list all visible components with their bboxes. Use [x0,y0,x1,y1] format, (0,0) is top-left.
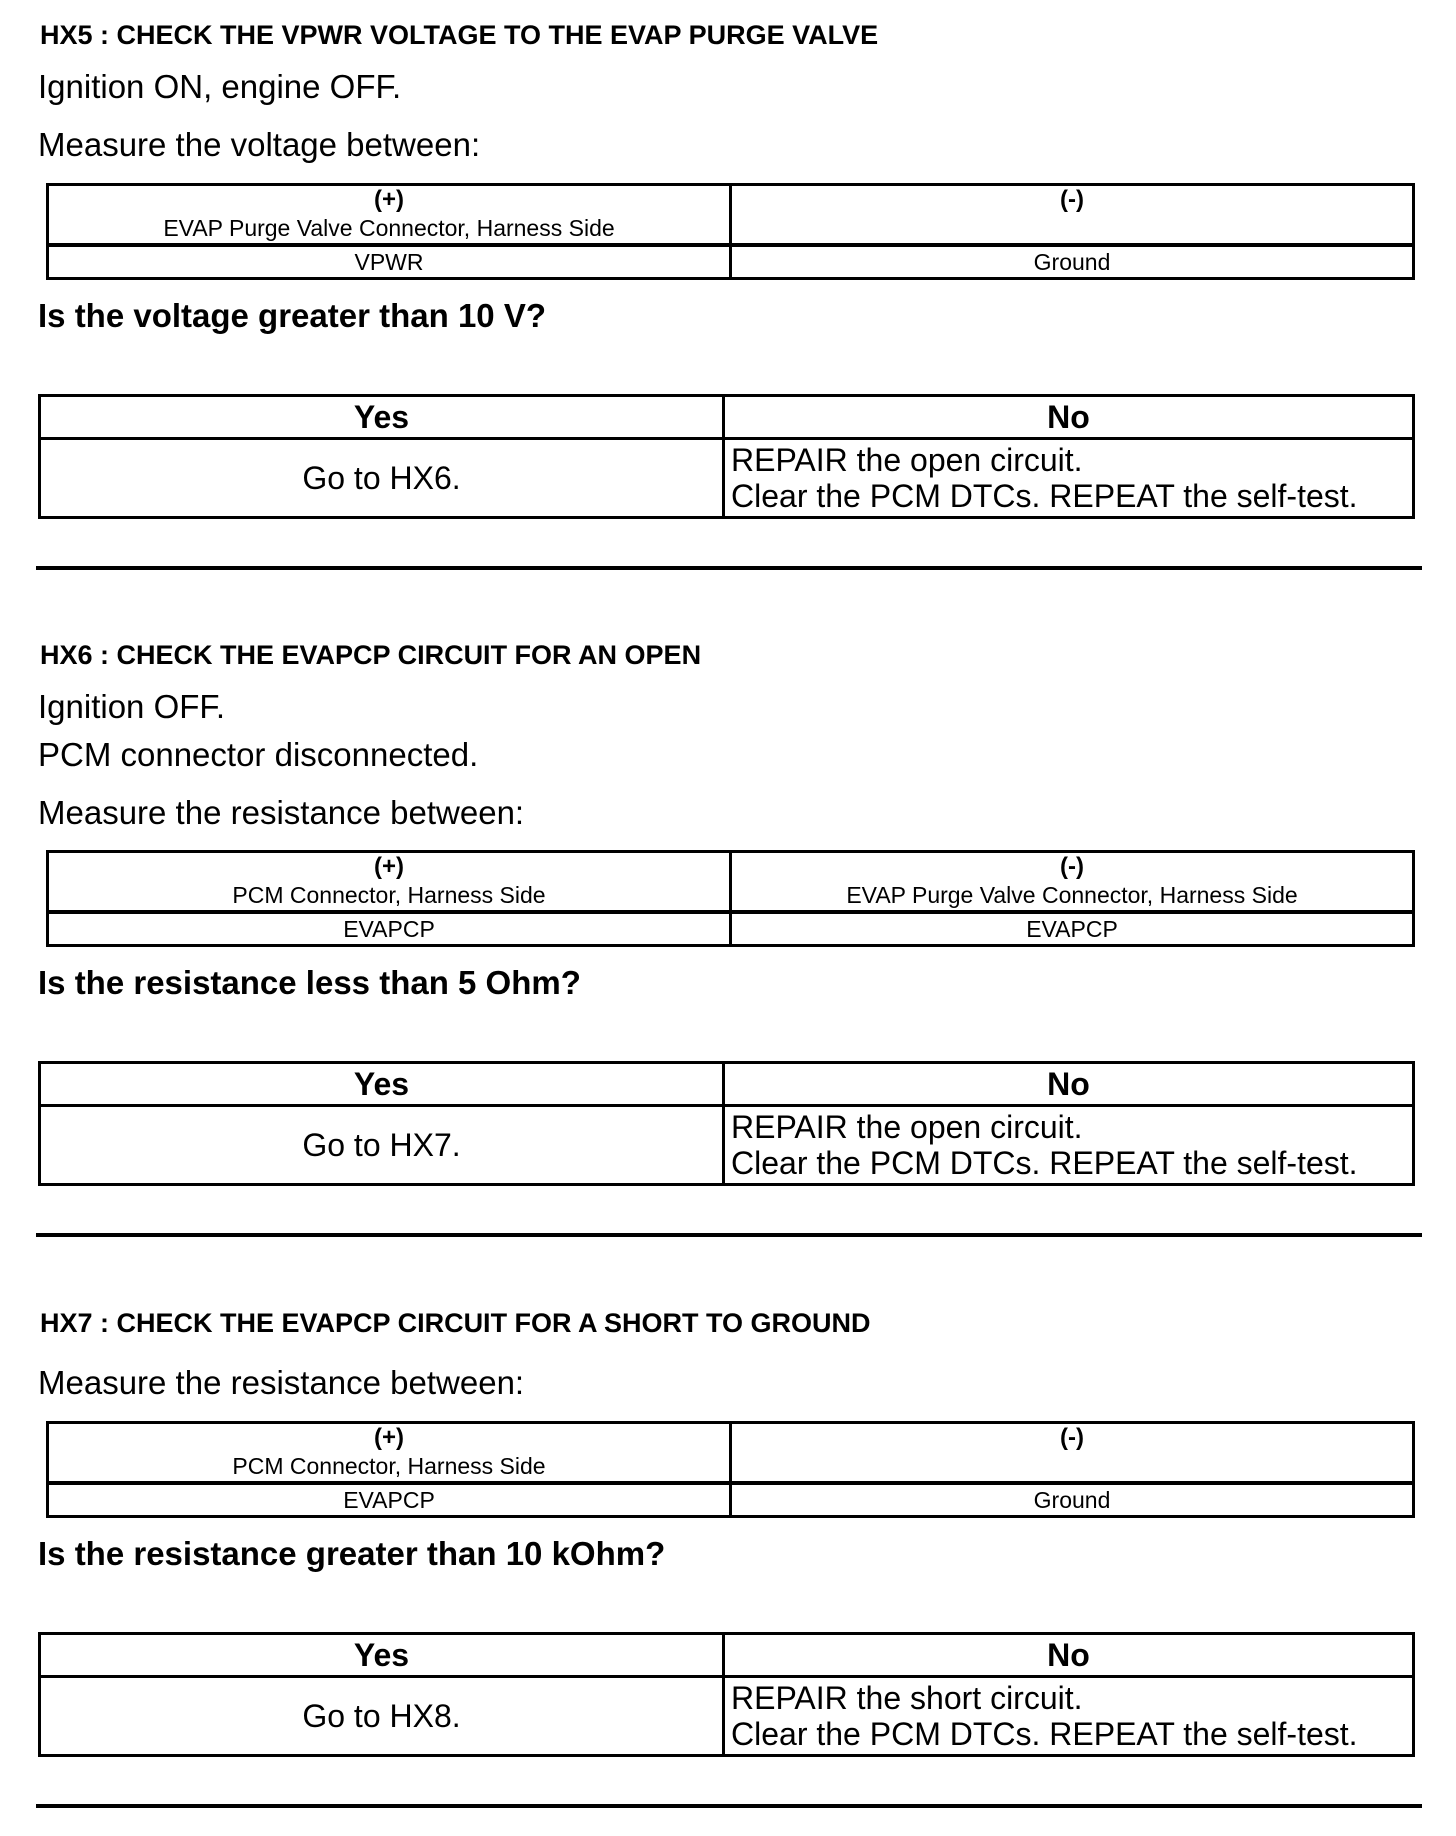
hx7-yes-header: Yes [40,1634,724,1677]
section-divider [36,566,1422,570]
hx6-no-line1: REPAIR the open circuit. [731,1109,1083,1145]
hx6-plus-header [48,852,731,913]
hx7-no-line1: REPAIR the short circuit. [731,1680,1083,1716]
hx6-plus-pin: EVAPCP [48,912,731,946]
hx6-no-action [724,1106,1414,1185]
hx6-minus-sign: (-) [1060,853,1084,880]
hx6-yes-action: Go to HX7. [40,1106,724,1185]
hx5-no-header: No [724,396,1414,439]
hx7-plus-header [48,1423,731,1484]
hx7-plus-desc: PCM Connector, Harness Side [232,1453,546,1479]
step-hx6-result-table [38,1061,1415,1186]
hx6-no-line2: Clear the PCM DTCs. REPEAT the self-test. [731,1145,1358,1181]
hx5-yes-header: Yes [40,396,724,439]
hx5-no-action [724,439,1414,518]
hx7-minus-sign: (-) [1060,1424,1084,1451]
step-hx6-question: Is the resistance less than 5 Ohm? [38,964,581,1001]
step-hx7-question: Is the resistance greater than 10 kOhm? [38,1535,666,1572]
hx5-yes-action: Go to HX6. [40,439,724,518]
hx7-yes-action: Go to HX8. [40,1677,724,1756]
hx7-minus-pin: Ground [731,1483,1414,1517]
step-hx6-heading: HX6 : CHECK THE EVAPCP CIRCUIT FOR AN OPEN [40,640,702,670]
hx6-minus-pin: EVAPCP [731,912,1414,946]
hx5-plus-pin: VPWR [48,245,731,279]
section-divider [36,1804,1422,1808]
step-hx7-measurement-table [46,1421,1415,1518]
step-hx5-measurement-table [46,183,1415,280]
hx6-minus-desc: EVAP Purge Valve Connector, Harness Side [846,882,1298,908]
step-hx7-result-table [38,1632,1415,1757]
hx5-plus-desc: EVAP Purge Valve Connector, Harness Side [163,215,615,241]
hx6-yes-header: Yes [40,1063,724,1106]
hx6-no-header: No [724,1063,1414,1106]
hx6-minus-header [731,852,1414,913]
step-hx7-heading: HX7 : CHECK THE EVAPCP CIRCUIT FOR A SHORT TO GROUND [40,1308,871,1338]
hx5-no-line1: REPAIR the open circuit. [731,442,1083,478]
hx7-no-line2: Clear the PCM DTCs. REPEAT the self-test. [731,1716,1358,1752]
step-hx6-measurement-table [46,850,1415,947]
step-hx5-heading: HX5 : CHECK THE VPWR VOLTAGE TO THE EVAP PURGE VALVE [40,20,879,50]
hx6-plus-sign: (+) [374,853,404,880]
hx5-minus-sign: (-) [1060,186,1084,213]
hx7-minus-header [731,1423,1414,1484]
step-hx5-measure-text: Measure the voltage between: [38,126,481,163]
step-hx6-condition-2: PCM connector disconnected. [38,736,479,773]
step-hx6-measure-text: Measure the resistance between: [38,794,525,831]
hx5-minus-header [731,185,1414,246]
step-hx5-question: Is the voltage greater than 10 V? [38,297,546,334]
hx7-no-action [724,1677,1414,1756]
hx5-no-line2: Clear the PCM DTCs. REPEAT the self-test. [731,478,1358,514]
section-divider [36,1233,1422,1237]
hx7-plus-pin: EVAPCP [48,1483,731,1517]
step-hx6-condition-1: Ignition OFF. [38,688,226,725]
hx5-plus-sign: (+) [374,186,404,213]
step-hx7-measure-text: Measure the resistance between: [38,1364,525,1401]
hx7-plus-sign: (+) [374,1424,404,1451]
step-hx5-result-table [38,394,1415,519]
hx6-plus-desc: PCM Connector, Harness Side [232,882,546,908]
hx5-plus-header [48,185,731,246]
hx7-no-header: No [724,1634,1414,1677]
hx5-minus-pin: Ground [731,245,1414,279]
step-hx5-condition: Ignition ON, engine OFF. [38,68,402,105]
